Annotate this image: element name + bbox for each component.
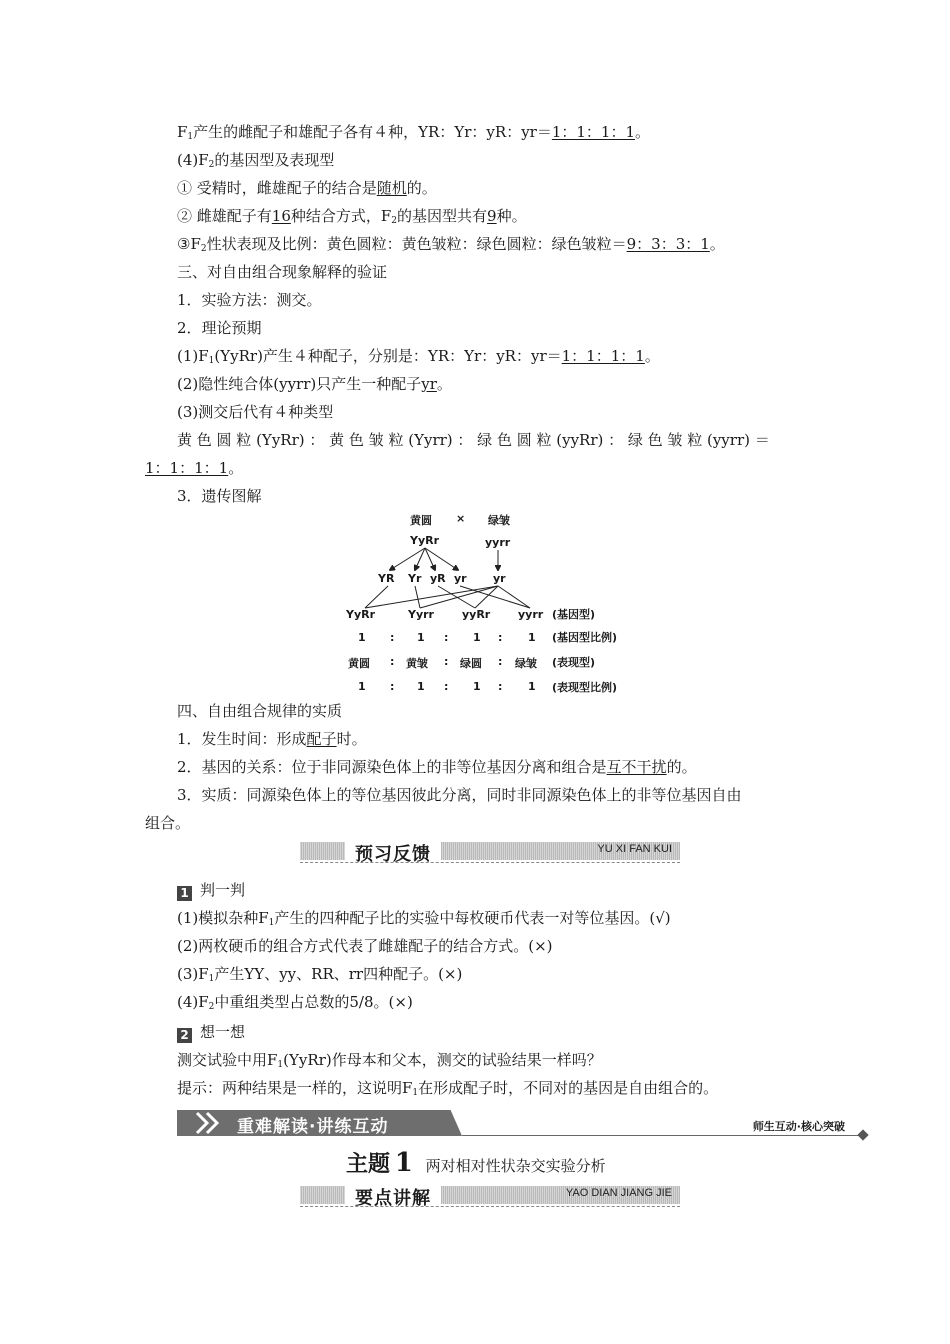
question-line: $(4)F_2$中重组类型占总数的5/8。(×) bbox=[177, 993, 413, 1012]
banner-subtitle: YAO DIAN JIANG JIE bbox=[565, 1187, 672, 1199]
text-line: 3．实质：同源染色体上的等位基因彼此分离，同时非同源染色体上的非等位基因自由 bbox=[177, 786, 742, 804]
text-line: 3．遗传图解 bbox=[177, 487, 262, 505]
parent-genotype-1: YyRr bbox=[410, 534, 440, 547]
parent-phenotype-1: 黄圆 bbox=[410, 514, 432, 527]
section-header-rule bbox=[462, 1135, 859, 1136]
think-heading: 2 想一想 bbox=[177, 1022, 245, 1043]
preview-feedback-banner bbox=[300, 842, 680, 865]
topic-title: 主题 1 两对相对性状杂交实验分析 bbox=[346, 1148, 606, 1178]
offspring-phenotype: 绿圆 bbox=[460, 657, 482, 670]
section-header-title: 重难解读·讲练互动 bbox=[237, 1117, 389, 1137]
offspring-phenotype: 黄圆 bbox=[348, 657, 370, 670]
section-header-bar bbox=[177, 1110, 867, 1138]
ratio-colon: : bbox=[498, 631, 503, 644]
text-line: $F_1$产生的雌配子和雄配子各有４种，YR：Yr：yR：yr＝1：1：1：1。 bbox=[177, 123, 651, 142]
ratio-colon: : bbox=[498, 655, 503, 668]
chevron-icon bbox=[191, 1110, 231, 1136]
section-heading: 三、对自由组合现象解释的验证 bbox=[177, 263, 388, 281]
text-line: ① 受精时，雌雄配子的结合是随机的。 bbox=[177, 179, 437, 197]
text-line: 组合。 bbox=[145, 814, 191, 832]
ratio-colon: : bbox=[444, 631, 449, 644]
question-line: 测交试验中用$F_1(YyRr)$作母本和父本，测交的试验结果一样吗？ bbox=[177, 1051, 602, 1070]
ratio: 1 bbox=[358, 680, 366, 693]
row-caption: (基因型) bbox=[552, 608, 596, 621]
ratio: 1 bbox=[358, 631, 366, 644]
ratio: 1 bbox=[528, 631, 536, 644]
judge-heading: 1 判一判 bbox=[177, 880, 245, 901]
offspring-genotype: Yyrr bbox=[408, 608, 434, 621]
ratio: 1 bbox=[417, 680, 425, 693]
gamete: yR bbox=[430, 572, 446, 585]
question-line: $(3)F_1$产生YY、yy、RR、rr四种配子。(×) bbox=[177, 965, 463, 984]
text-line: 2．基因的关系：位于非同源染色体上的非等位基因分离和组合是互不干扰的。 bbox=[177, 758, 697, 776]
ratio-colon: : bbox=[498, 680, 503, 693]
gamete: yr bbox=[454, 572, 467, 585]
gamete: YR bbox=[378, 572, 395, 585]
number-badge: 2 bbox=[177, 1028, 192, 1043]
banner-divider bbox=[300, 1206, 680, 1207]
question-line: (2)两枚硬币的组合方式代表了雌雄配子的结合方式。(×) bbox=[177, 937, 553, 955]
question-line: (1)模拟杂种$F_1$产生的四种配子比的实验中每枚硬币代表一对等位基因。(√) bbox=[177, 909, 671, 928]
text-line: 1．发生时间：形成配子时。 bbox=[177, 730, 367, 748]
row-caption: (表现型比例) bbox=[552, 681, 618, 694]
offspring-genotype: YyRr bbox=[346, 608, 376, 621]
text-line: 1．实验方法：测交。 bbox=[177, 291, 322, 309]
banner-title: 预习反馈 bbox=[345, 840, 441, 866]
banner-title: 要点讲解 bbox=[345, 1184, 441, 1210]
number-badge: 1 bbox=[177, 886, 192, 901]
row-caption: (表现型) bbox=[552, 656, 596, 669]
ratio-colon: : bbox=[444, 655, 449, 668]
text-line: ② 雌雄配子有16种结合方式，$F_2$的基因型共有9种。 bbox=[177, 207, 527, 226]
ratio: 1 bbox=[473, 631, 481, 644]
diamond-icon bbox=[857, 1129, 868, 1140]
ratio-colon: : bbox=[390, 680, 395, 693]
text-line: (2)隐性纯合体(yyrr)只产生一种配子yr。 bbox=[177, 375, 452, 393]
ratio: 1 bbox=[528, 680, 536, 693]
text-line: (3)测交后代有４种类型 bbox=[177, 403, 334, 421]
section-header-subtitle: 师生互动·核心突破 bbox=[752, 1120, 845, 1133]
offspring-genotype: yyrr bbox=[518, 608, 544, 621]
gamete: Yr bbox=[408, 572, 422, 585]
answer-line: 提示：两种结果是一样的，这说明$F_1$在形成配子时，不同对的基因是自由组合的。 bbox=[177, 1079, 719, 1098]
cross-symbol: × bbox=[456, 512, 466, 525]
ratio-colon: : bbox=[444, 680, 449, 693]
parent-phenotype-2: 绿皱 bbox=[488, 514, 510, 527]
section-heading: 四、自由组合规律的实质 bbox=[177, 702, 343, 720]
ratio: 1 bbox=[473, 680, 481, 693]
banner-divider bbox=[300, 862, 680, 863]
row-caption: (基因型比例) bbox=[552, 631, 618, 644]
offspring-genotype: yyRr bbox=[462, 608, 491, 621]
text-line: 黄 色 圆 粒 (YyRr) ： 黄 色 皱 粒 (Yyrr) ： 绿 色 圆 粒 (yyRr) ： 绿 色 皱 粒 (yyrr) ＝ bbox=[177, 431, 770, 449]
ratio: 1 bbox=[417, 631, 425, 644]
gamete: yr bbox=[493, 572, 506, 585]
parent-genotype-2: yyrr bbox=[485, 536, 511, 549]
text-line: $③F_2$性状表现及比例：黄色圆粒：黄色皱粒：绿色圆粒：绿色皱粒＝9：3：3：1。 bbox=[177, 235, 725, 254]
ratio-colon: : bbox=[390, 655, 395, 668]
text-line: 1：1：1：1。 bbox=[145, 459, 244, 477]
offspring-phenotype: 绿皱 bbox=[515, 657, 537, 670]
text-line: $(4)F_2$的基因型及表现型 bbox=[177, 151, 335, 170]
text-line: $(1)F_1(YyRr)$产生４种配子，分别是：YR：Yr：yR：yr＝1：1：1：1。 bbox=[177, 347, 660, 366]
key-points-banner bbox=[300, 1186, 680, 1209]
text-line: 2．理论预期 bbox=[177, 319, 262, 337]
genetic-diagram bbox=[330, 508, 650, 698]
ratio-colon: : bbox=[390, 631, 395, 644]
banner-subtitle: YU XI FAN KUI bbox=[597, 843, 672, 855]
offspring-phenotype: 黄皱 bbox=[406, 657, 428, 670]
